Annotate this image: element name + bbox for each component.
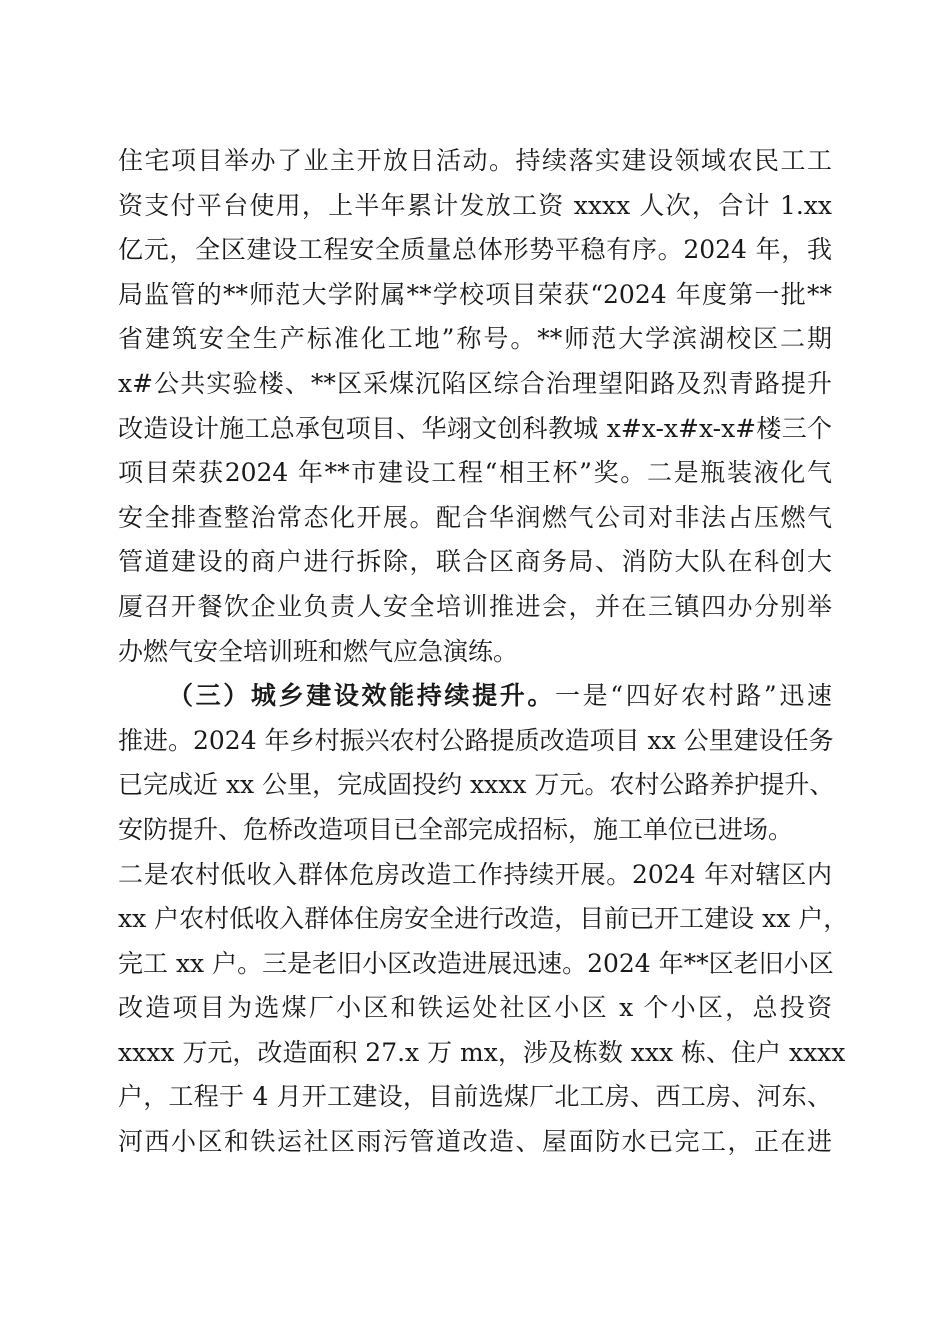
text-line: 户，工程于 4 月开工建设，目前选煤厂北工房、西工房、河东、 [118,1082,832,1112]
text-line: 项目荣获2024 年**市建设工程“相王杯”奖。二是瓶装液化气 [118,458,832,488]
section-heading: （三）城乡建设效能持续提升。 [168,681,555,711]
text-line: 已完成近 xx 公里，完成固投约 xxxx 万元。农村公路养护提升、 [118,770,835,800]
text-line: 亿元，全区建设工程安全质量总体形势平稳有序。2024 年，我 [118,235,832,265]
text-line: 管道建设的商户进行拆除，联合区商务局、消防大队在科创大 [118,547,832,577]
text-line [118,674,832,719]
text-line: 完工 xx 户。三是老旧小区改造进展迅速。2024 年**区老旧小区 [118,948,834,978]
text-line: 二是农村低收入群体危房改造工作持续开展。2024 年对辖区内 [118,859,832,889]
text-line: 厦召开餐饮企业负责人安全培训推进会，并在三镇四办分别举 [118,591,832,621]
text-line: 资支付平台使用，上半年累计发放工资 xxxx 人次，合计 1.xx [118,190,832,220]
text-line: 河西小区和铁运社区雨污管道改造、屋面防水已完工，正在进 [118,1127,832,1157]
paragraph [118,139,832,674]
text-line: 局监管的**师范大学附属**学校项目荣获“2024 年度第一批** [118,279,832,309]
paragraph [118,674,849,1165]
text-line: 省建筑安全生产标准化工地”称号。**师范大学滨湖校区二期 [118,324,832,354]
text-line: 办燃气安全培训班和燃气应急演练。 [118,636,519,666]
text-line: 推进。2024 年乡村振兴农村公路提质改造项目 xx 公里建设任务 [118,725,834,755]
text-line: xxxx 万元，改造面积 27.x 万 mx，涉及栋数 xxx 栋、住户 xxxx [118,1037,846,1067]
document-body [118,139,849,1165]
text-line: 安防提升、危桥改造项目已全部完成招标，施工单位已进场。 [118,814,794,844]
text-line: 住宅项目举办了业主开放日活动。持续落实建设领域农民工工 [118,146,832,175]
text-line: 安全排查整治常态化开展。配合华润燃气公司对非法占压燃气 [118,502,832,532]
text-line: xx 户农村低收入群体住房安全进行改造，目前已开工建设 xx 户， [118,904,849,934]
heading-line-text: 一是“四好农村路”迅速 [555,681,832,711]
text-line: 改造项目为选煤厂小区和铁运处社区小区 x 个小区，总投资 [118,993,832,1023]
text-line: 改造设计施工总承包项目、华翊文创科教城 x#x-x#x-x#楼三个 [118,413,832,443]
text-line: x#公共实验楼、**区采煤沉陷区综合治理望阳路及烈青路提升 [118,368,832,398]
